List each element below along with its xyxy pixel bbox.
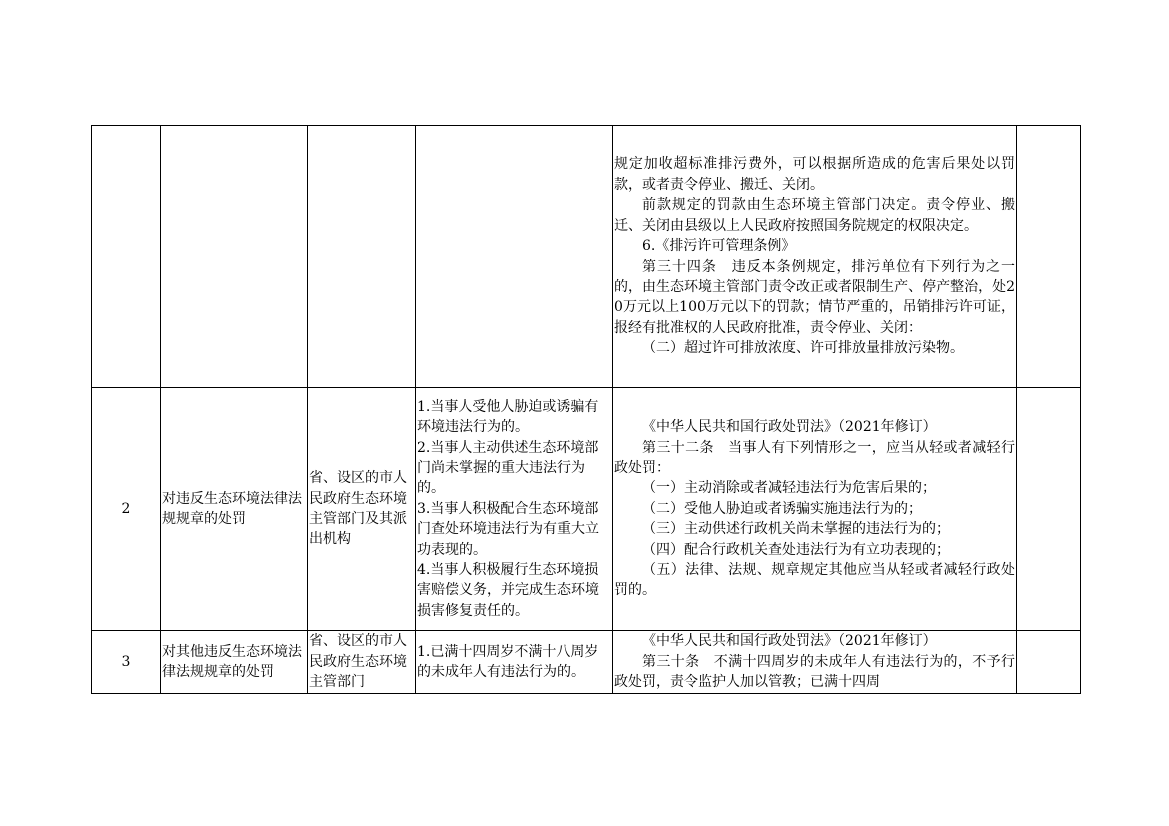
condition-item: 2.当事人主动供述生态环境部门尚未掌握的重大违法行为的。 <box>417 439 599 497</box>
basis-paragraph: 6.《排污许可管理条例》 <box>642 238 796 255</box>
conditions-cell <box>416 126 613 388</box>
basis-paragraph: 第三十二条 当事人有下列情形之一，应当从轻或者减轻行政处罚： <box>614 439 1015 476</box>
table-row <box>92 388 1081 631</box>
legal-basis-cell <box>613 388 1017 631</box>
basis-paragraph: （二）受他人胁迫或者诱骗实施违法行为的； <box>642 500 922 517</box>
department-cell: 省、设区的市人民政府生态环境主管部门及其派出机构 <box>308 388 416 631</box>
row-number-cell <box>92 126 161 388</box>
basis-paragraph: 第三十四条 违反本条例规定，排污单位有下列行为之一的，由生态环境主管部门责令改正或者限制生产、停产整治，处20万元以上100万元以下的罚款；情节严重的，吊销排污许可证，报经有批准权的人民政府批准，责令停业、关闭： <box>614 258 1015 336</box>
table-row <box>92 126 1081 388</box>
legal-basis-cell <box>613 631 1017 694</box>
basis-paragraph: 前款规定的罚款由生态环境主管部门决定。责令停业、搬迁、关闭由县级以上人民政府按照国务院规定的权限决定。 <box>614 197 1015 234</box>
penalty-item-cell: 对其他违反生态环境法律法规规章的处罚 <box>161 631 308 694</box>
basis-paragraph: （二）超过许可排放浓度、许可排放量排放污染物。 <box>642 340 964 357</box>
basis-paragraph: （三）主动供述行政机关尚未掌握的违法行为的； <box>642 521 950 538</box>
remarks-cell <box>1017 631 1081 694</box>
basis-paragraph: 第三十条 不满十四周岁的未成年人有违法行为的，不予行政处罚，责令监护人加以管教；已满十四周 <box>614 653 1015 691</box>
basis-paragraph: （五）法律、法规、规章规定其他应当从轻或者减轻行政处罚的。 <box>614 562 1015 599</box>
condition-item: 3.当事人积极配合生态环境部门查处环境违法行为有重大立功表现的。 <box>417 500 599 558</box>
remarks-cell <box>1017 126 1081 388</box>
basis-paragraph: 《中华人民共和国行政处罚法》（2021年修订） <box>642 419 937 436</box>
remarks-cell <box>1017 388 1081 631</box>
basis-paragraph: 规定加收超标准排污费外，可以根据所造成的危害后果处以罚款，或者责令停业、搬迁、关闭。 <box>614 156 1015 193</box>
condition-item: 1.当事人受他人胁迫或诱骗有环境违法行为的。 <box>417 398 599 436</box>
condition-item: 4.当事人积极履行生态环境损害赔偿义务，并完成生态环境损害修复责任的。 <box>417 562 599 619</box>
penalty-table <box>91 125 1081 694</box>
penalty-item-cell <box>161 126 308 388</box>
conditions-cell <box>416 631 613 694</box>
department-cell <box>308 126 416 388</box>
department-cell: 省、设区的市人民政府生态环境主管部门 <box>308 631 416 694</box>
condition-item: 1.已满十四周岁不满十八周岁的未成年人有违法行为的。 <box>417 643 599 680</box>
row-number-cell: 2 <box>92 388 161 631</box>
table-row <box>92 631 1081 694</box>
row-number-cell: 3 <box>92 631 161 694</box>
basis-paragraph: （四）配合行政机关查处违法行为有立功表现的； <box>642 541 950 558</box>
basis-paragraph: 《中华人民共和国行政处罚法》（2021年修订） <box>642 633 937 650</box>
legal-basis-cell <box>613 126 1017 388</box>
conditions-cell <box>416 388 613 631</box>
basis-paragraph: （一）主动消除或者减轻违法行为危害后果的； <box>642 480 936 497</box>
penalty-item-cell: 对违反生态环境法律法规规章的处罚 <box>161 388 308 631</box>
